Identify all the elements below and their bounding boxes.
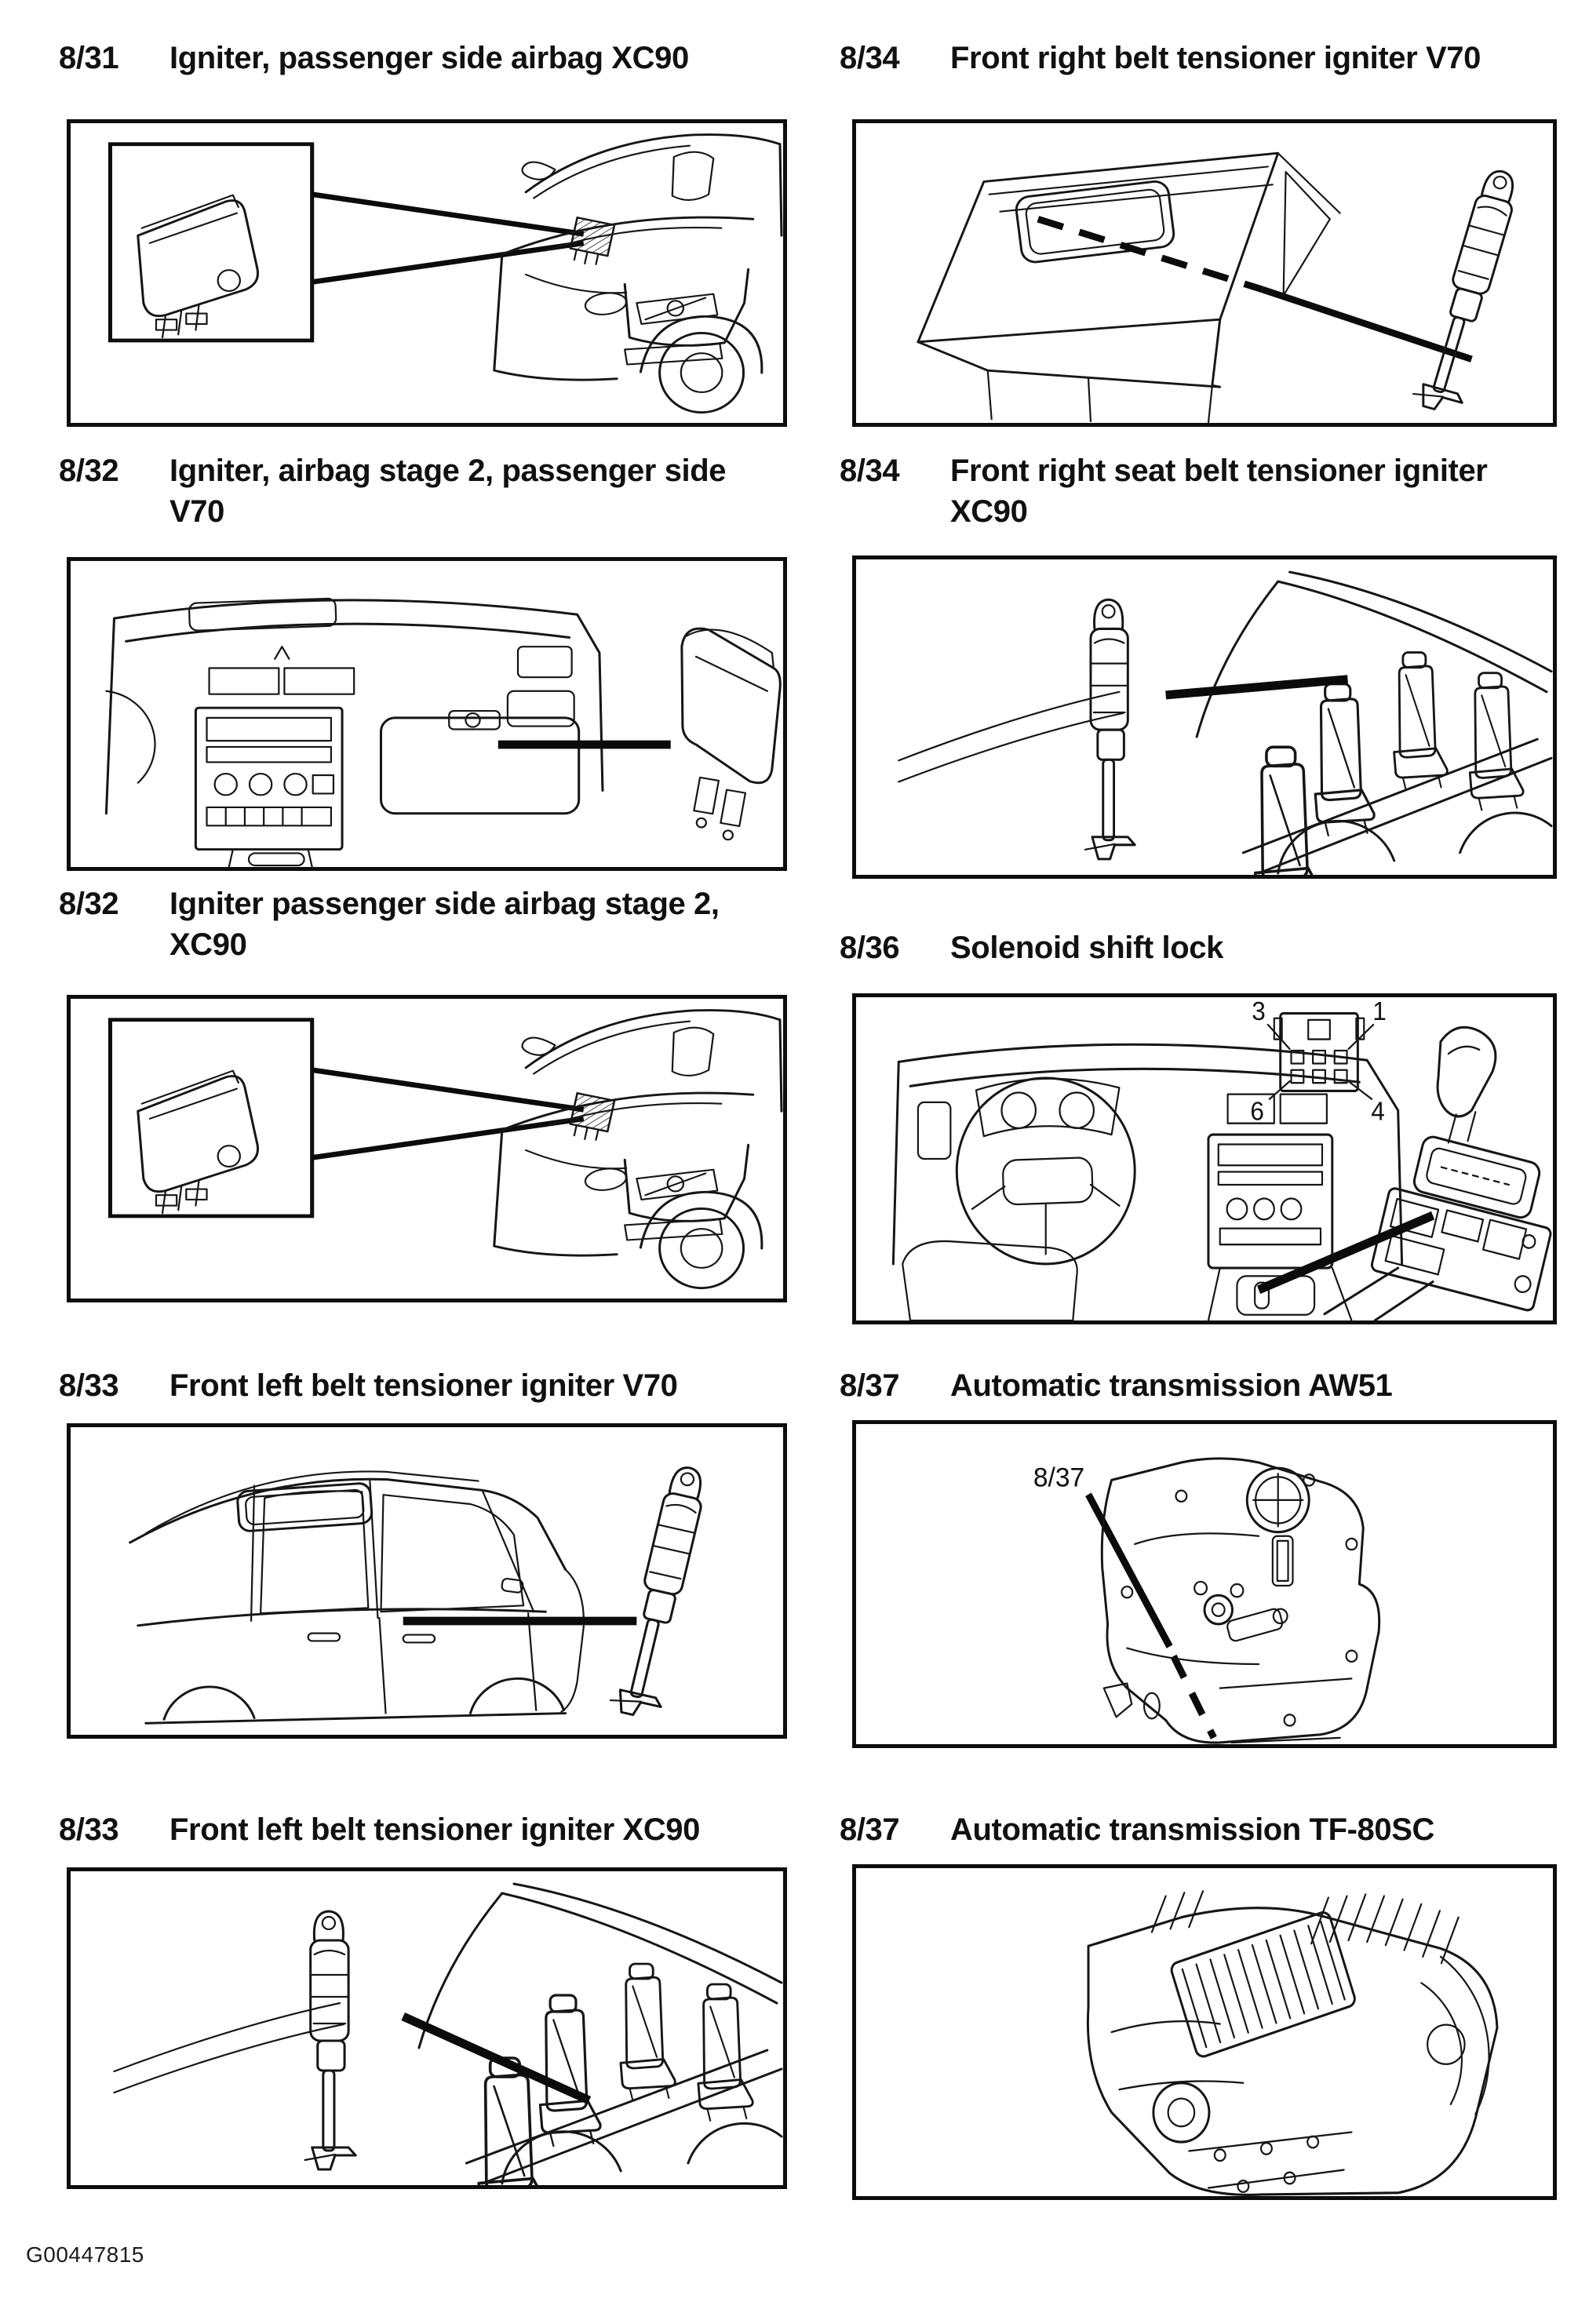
section-title-line: Igniter, airbag stage 2, passenger side — [169, 454, 727, 488]
section-heading-8-37-tf80sc — [840, 1809, 1434, 1850]
section-heading-8-34-xc90 — [840, 450, 1487, 532]
section-title-line: Automatic transmission AW51 — [950, 1368, 1393, 1403]
section-number: 8/32 — [59, 887, 119, 921]
shift-lock-connector-drawing — [1250, 997, 1386, 1126]
figure-automatic-transmission-aw51 — [852, 1420, 1557, 1748]
tf80sc-transmission-drawing — [1088, 1908, 1497, 2195]
section-heading-8-32-v70 — [59, 450, 726, 532]
section-title-line: Solenoid shift lock — [950, 931, 1223, 965]
section-heading-8-31 — [59, 38, 689, 78]
figure-solenoid-shift-lock — [852, 993, 1557, 1324]
figure-callout-label: 8/37 — [1033, 1463, 1085, 1493]
section-number: 8/33 — [59, 1812, 119, 1847]
callout-arrow — [1263, 290, 1471, 359]
belt-tensioner-drawing — [608, 1463, 716, 1720]
callout-arrow-dashed — [1038, 219, 1263, 290]
figure-front-left-tensioner-v70 — [67, 1423, 787, 1739]
figure-automatic-transmission-tf80sc — [852, 1864, 1557, 2200]
belt-tensioner-drawing — [1411, 166, 1529, 416]
section-title-line: Front right belt tensioner igniter V70 — [950, 41, 1481, 75]
connector-pin-label: 4 — [1371, 1096, 1385, 1126]
figure-igniter-airbag-stage2-v70 — [67, 557, 787, 871]
section-title-line: XC90 — [169, 927, 247, 962]
section-title-line: V70 — [169, 494, 224, 529]
section-heading-8-37-aw51 — [840, 1365, 1392, 1406]
section-number: 8/36 — [840, 931, 900, 965]
callout-leader-dashed — [1174, 1656, 1214, 1738]
v70-roof-view-drawing — [918, 153, 1340, 423]
section-number: 8/34 — [840, 454, 900, 488]
tcm-finned-module — [1170, 1911, 1357, 2059]
figure-front-left-tensioner-xc90 — [67, 1867, 787, 2189]
connector-pin-label: 6 — [1250, 1096, 1264, 1126]
v70-dashboard-drawing — [106, 599, 603, 867]
figure-reference-code: G00447815 — [26, 2242, 144, 2267]
figure-front-right-tensioner-v70 — [852, 119, 1557, 427]
section-number: 8/33 — [59, 1368, 119, 1403]
callout-leader — [1088, 1495, 1170, 1647]
section-title-line: Automatic transmission TF-80SC — [950, 1812, 1435, 1847]
section-title-line: Front left belt tensioner igniter V70 — [169, 1368, 678, 1403]
v70-side-view-drawing — [130, 1471, 584, 1723]
dashboard-steering-drawing — [893, 1044, 1401, 1320]
section-heading-8-33-xc90 — [59, 1809, 700, 1850]
callout-arrow — [403, 2016, 589, 2100]
section-title-line: XC90 — [950, 494, 1028, 529]
section-title-line: Front right seat belt tensioner igniter — [950, 454, 1488, 488]
section-title-line: Igniter, passenger side airbag XC90 — [169, 41, 689, 75]
section-heading-8-33-v70 — [59, 1365, 678, 1406]
figure-igniter-passenger-airbag-xc90 — [67, 119, 787, 427]
connector-pin-label: 3 — [1252, 997, 1266, 1025]
figure-front-right-tensioner-xc90 — [852, 556, 1557, 879]
section-number: 8/32 — [59, 454, 119, 488]
section-number: 8/31 — [59, 41, 119, 75]
figure-igniter-airbag-stage2-xc90 — [67, 995, 787, 1302]
section-number: 8/37 — [840, 1812, 900, 1847]
section-title-line: Igniter passenger side airbag stage 2, — [169, 887, 720, 921]
airbag-module-drawing — [682, 628, 780, 841]
section-heading-8-36 — [840, 927, 1223, 968]
section-heading-8-32-xc90 — [59, 883, 720, 965]
section-number: 8/34 — [840, 41, 900, 75]
section-number: 8/37 — [840, 1368, 900, 1403]
section-title-line: Front left belt tensioner igniter XC90 — [169, 1812, 700, 1847]
section-heading-8-34-v70 — [840, 38, 1481, 78]
engine-bay-hatch-lines — [1152, 1891, 1459, 1963]
connector-pin-label: 1 — [1372, 997, 1387, 1025]
callout-arrow — [1166, 679, 1348, 695]
